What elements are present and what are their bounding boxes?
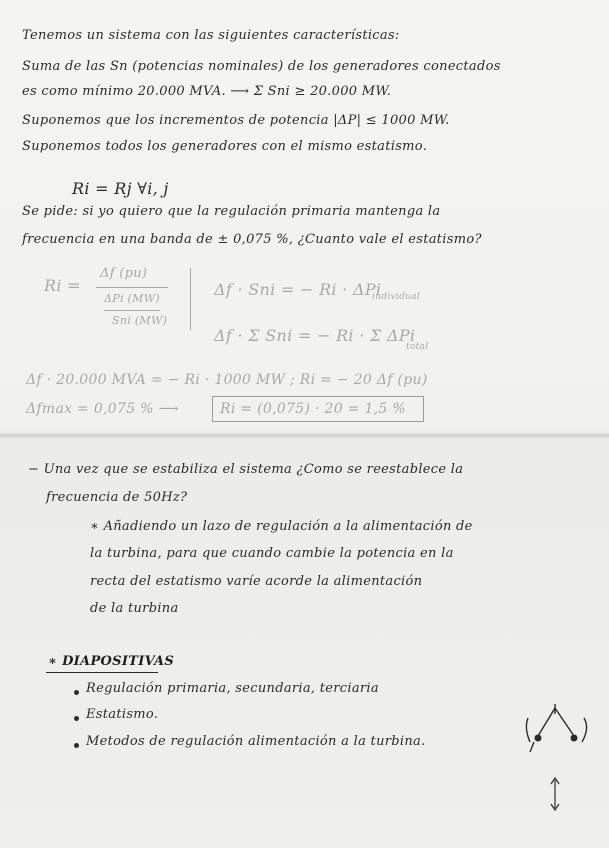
math-denominator-top: ΔPi (MW): [104, 292, 160, 305]
question-line: frecuencia en una banda de ± 0,075 %, ¿Cuanto vale el estatismo?: [22, 232, 482, 247]
slides-list-item: Estatismo.: [86, 707, 159, 722]
fraction-bar: [96, 287, 168, 288]
math-denominator-bottom: Sni (MW): [112, 314, 168, 327]
governor-arms: [526, 704, 586, 752]
question-line: frecuencia de 50Hz?: [46, 490, 188, 505]
equation-equal-droop: Ri = Rj ∀i, j: [72, 179, 169, 198]
text-line: Suponemos que los incrementos de potencia |ΔP| ≤ 1000 MW.: [22, 113, 450, 128]
math-numerator: Δf (pu): [100, 266, 148, 281]
slides-list-item: Regulación primaria, secundaria, terciaria: [86, 681, 379, 696]
math-total-note: total: [406, 342, 429, 352]
answer-line: recta del estatismo varíe acorde la alimentación: [90, 574, 423, 589]
text-line: Tenemos un sistema con las siguientes características:: [22, 28, 400, 43]
answer-line: de la turbina: [90, 601, 179, 616]
question-line: − Una vez que se estabiliza el sistema ¿Como se reestablece la: [28, 462, 464, 477]
separator-bar: [190, 268, 191, 330]
slides-list-item: Metodos de regulación alimentación a la turbina.: [86, 734, 426, 749]
math-individual-eq: Δf · Sni = − Ri · ΔPi: [214, 280, 382, 299]
bullet-icon: [74, 743, 79, 748]
flyball-governor-sketch: [518, 700, 598, 815]
math-individual-note: individual: [372, 292, 421, 302]
vertical-arrow-icon: [551, 778, 559, 810]
page-fold: [0, 433, 609, 439]
text-line: Suponemos todos los generadores con el mismo estatismo.: [22, 139, 428, 154]
fraction-bar-inner: [104, 310, 160, 311]
question-line: Se pide: si yo quiero que la regulación primaria mantenga la: [22, 204, 441, 219]
text-line: Suma de las Sn (potencias nominales) de los generadores conectados: [22, 59, 501, 74]
bullet-icon: [74, 690, 79, 695]
flyball-right: [571, 735, 578, 742]
math-total-eq: Δf · Σ Sni = − Ri · Σ ΔPi: [214, 326, 416, 345]
result-droop-value: Ri = (0,075) · 20 = 1,5 %: [220, 401, 406, 417]
math-ri-lhs: Ri =: [44, 276, 81, 295]
bullet-icon: [74, 716, 79, 721]
slides-heading: ∗ DIAPOSITIVAS: [48, 654, 175, 669]
answer-line: ∗ Añadiendo un lazo de regulación a la alimentación de: [90, 519, 473, 534]
math-calc-line: Δf · 20.000 MVA = − Ri · 1000 MW ; Ri = − 20 Δf (pu): [26, 372, 428, 388]
flyball-left: [535, 735, 542, 742]
math-calc-line: Δfmax = 0,075 % ⟶: [26, 401, 179, 417]
text-line: es como mínimo 20.000 MVA. ⟶ Σ Sni ≥ 20.000 MW.: [22, 84, 392, 99]
answer-line: la turbina, para que cuando cambie la potencia en la: [90, 546, 454, 561]
heading-underline: [46, 672, 158, 673]
